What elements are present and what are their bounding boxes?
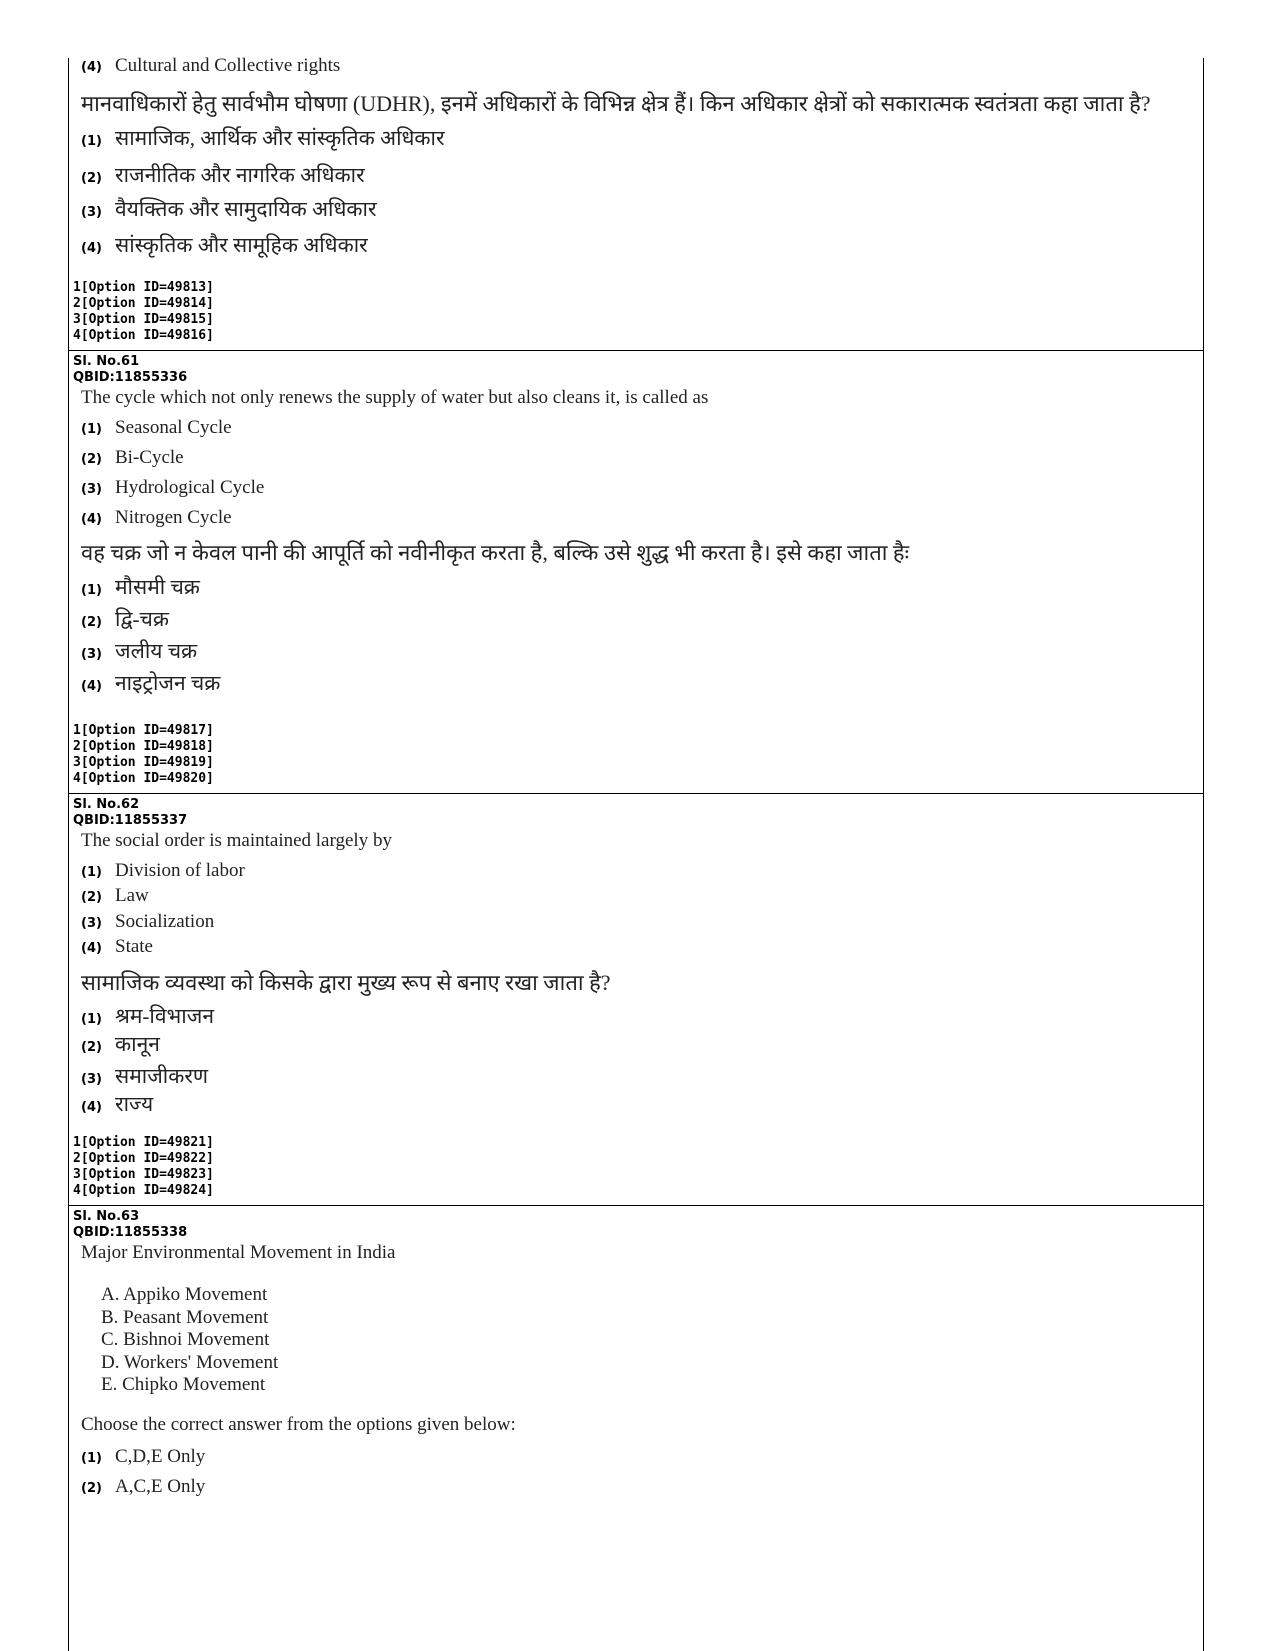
option — [81, 669, 220, 697]
option — [81, 1446, 205, 1468]
option-text: Law — [115, 885, 149, 906]
option-text: समाजीकरण — [115, 1064, 209, 1088]
option — [81, 195, 377, 223]
list-item: B. Peasant Movement — [101, 1306, 269, 1328]
option — [81, 1090, 153, 1118]
option-id: 4[Option ID=49820] — [73, 771, 214, 786]
option-text: Socialization — [115, 911, 215, 932]
option-text: Hydrological Cycle — [115, 477, 265, 498]
question-63 — [69, 1206, 1203, 1651]
option-number: (3) — [81, 482, 102, 497]
option-text: C,D,E Only — [115, 1446, 206, 1467]
option-text: Bi-Cycle — [115, 447, 184, 468]
option-number: (1) — [81, 583, 102, 598]
option — [81, 1476, 205, 1498]
option — [81, 885, 149, 907]
instruction-text: Choose the correct answer from the options given below: — [81, 1414, 516, 1435]
option-number: (3) — [81, 1072, 102, 1087]
option-text: नाइट्रोजन चक्र — [115, 671, 221, 695]
option — [81, 911, 214, 933]
option-id: 2[Option ID=49818] — [73, 739, 214, 754]
option-id: 2[Option ID=49814] — [73, 296, 214, 311]
question-62 — [69, 794, 1203, 1205]
option-id: 3[Option ID=49823] — [73, 1167, 214, 1182]
option — [81, 161, 365, 189]
option-id: 4[Option ID=49816] — [73, 328, 214, 343]
option-text: वैयक्तिक और सामुदायिक अधिकार — [115, 197, 377, 221]
option — [81, 477, 264, 499]
option — [81, 573, 200, 601]
question-stem-hindi: वह चक्र जो न केवल पानी की आपूर्ति को नवीनीकृत करता है, बल्कि उसे शुद्ध भी करता है। इसे कहा जाता हैः — [81, 540, 910, 565]
option-id-list — [73, 280, 214, 344]
option-number: (4) — [81, 941, 102, 956]
list-item: D. Workers' Movement — [101, 1351, 279, 1373]
option — [81, 1002, 214, 1030]
option-number: (2) — [81, 452, 102, 467]
option-number: (4) — [81, 60, 102, 75]
option-number: (2) — [81, 1481, 102, 1496]
option-number: (2) — [81, 890, 102, 905]
option-number: (1) — [81, 134, 102, 149]
option-text: राज्य — [115, 1092, 154, 1116]
option-id: 3[Option ID=49819] — [73, 755, 214, 770]
list-item: C. Bishnoi Movement — [101, 1329, 270, 1350]
question-header — [73, 354, 187, 386]
option-text: State — [115, 936, 153, 957]
option — [81, 124, 445, 152]
question-60-tail — [69, 55, 1203, 350]
option-number: (2) — [81, 171, 102, 186]
option-number: (2) — [81, 615, 102, 630]
serial-number: Sl. No.62 — [73, 797, 140, 812]
list-item: E. Chipko Movement — [101, 1374, 266, 1395]
option-text: A,C,E Only — [115, 1476, 206, 1497]
serial-number: Sl. No.61 — [73, 354, 140, 369]
option-id-list — [73, 723, 214, 787]
option-id-list — [73, 1135, 214, 1199]
option-id: 1[Option ID=49813] — [73, 280, 214, 295]
question-stem: The social order is maintained largely by — [81, 830, 392, 851]
option-number: (4) — [81, 512, 102, 527]
option-number: (3) — [81, 916, 102, 931]
question-61 — [69, 351, 1203, 793]
option-id: 1[Option ID=49817] — [73, 723, 214, 738]
option — [81, 1030, 160, 1058]
qbid: QBID:11855336 — [73, 370, 188, 385]
option-number: (1) — [81, 1012, 102, 1027]
serial-number: Sl. No.63 — [73, 1209, 140, 1224]
qbid: QBID:11855337 — [73, 813, 188, 828]
option-number: (3) — [81, 647, 102, 662]
option-text: सांस्कृतिक और सामूहिक अधिकार — [115, 233, 368, 257]
option — [81, 1062, 208, 1090]
question-stem-hindi: मानवाधिकारों हेतु सार्वभौम घोषणा (UDHR), इनमें अधिकारों के विभिन्न क्षेत्र हैं। किन अधिकार क्षेत्रों को सकारात्मक स्वतंत्रता कहा जाता है? — [81, 91, 1151, 116]
question-stem: The cycle which not only renews the supply of water but also cleans it, is called as — [81, 387, 709, 408]
question-header — [73, 1209, 187, 1241]
option-number: (4) — [81, 241, 102, 256]
option-number: (1) — [81, 865, 102, 880]
option-text: सामाजिक, आर्थिक और सांस्कृतिक अधिकार — [115, 126, 445, 150]
option-text: Cultural and Collective rights — [115, 55, 341, 76]
option-number: (3) — [81, 205, 102, 220]
option-text: श्रम-विभाजन — [115, 1004, 214, 1028]
option-number: (4) — [81, 1100, 102, 1115]
option-text: Nitrogen Cycle — [115, 507, 232, 528]
option-number: (1) — [81, 1451, 102, 1466]
option — [81, 447, 184, 469]
option-text: Seasonal Cycle — [115, 417, 232, 438]
option-id: 4[Option ID=49824] — [73, 1183, 214, 1198]
option — [81, 231, 368, 259]
option — [81, 637, 197, 665]
option-text: द्वि-चक्र — [115, 607, 169, 631]
option-number: (1) — [81, 422, 102, 437]
option-text: जलीय चक्र — [115, 639, 198, 663]
option — [81, 417, 232, 439]
qbid: QBID:11855338 — [73, 1225, 188, 1240]
question-stem: Major Environmental Movement in India — [81, 1242, 396, 1263]
question-header — [73, 797, 187, 829]
option-id: 3[Option ID=49815] — [73, 312, 214, 327]
option-number: (4) — [81, 679, 102, 694]
option — [81, 860, 245, 882]
option-text: राजनीतिक और नागरिक अधिकार — [115, 163, 365, 187]
option — [81, 55, 340, 77]
question-paper-frame — [68, 55, 1204, 1651]
option-id: 1[Option ID=49821] — [73, 1135, 214, 1150]
list-item: A. Appiko Movement — [101, 1284, 268, 1305]
option — [81, 605, 169, 633]
question-stem-hindi: सामाजिक व्यवस्था को किसके द्वारा मुख्य रूप से बनाए रखा जाता है? — [81, 970, 611, 995]
option-text: मौसमी चक्र — [115, 575, 200, 599]
option-number: (2) — [81, 1040, 102, 1055]
option — [81, 936, 153, 958]
option — [81, 507, 232, 529]
option-text: Division of labor — [115, 860, 245, 881]
option-text: कानून — [115, 1032, 160, 1056]
movement-list — [101, 1284, 278, 1397]
option-id: 2[Option ID=49822] — [73, 1151, 214, 1166]
